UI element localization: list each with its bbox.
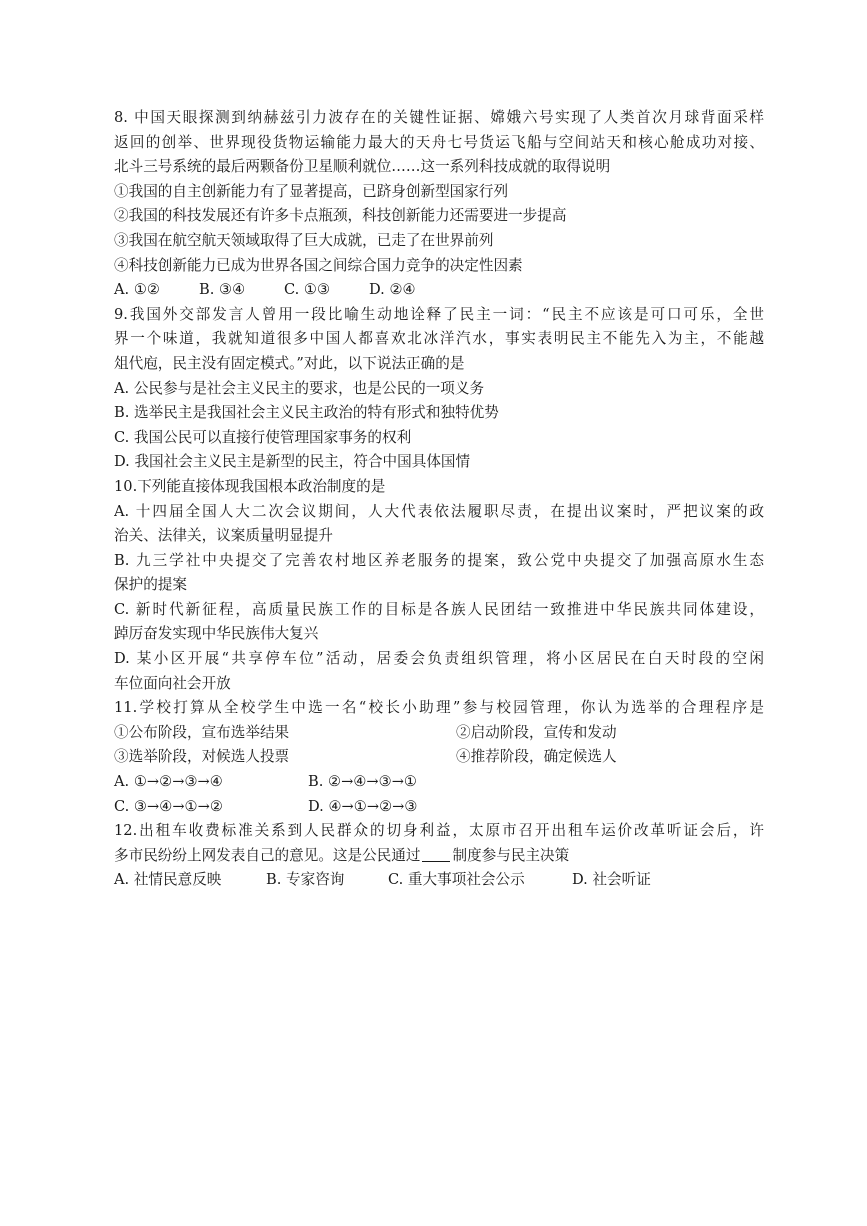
q11-item: ④推荐阶段，确定候选人 bbox=[456, 748, 617, 766]
q12-option-a: A. 社情民意反映 bbox=[114, 871, 222, 889]
q10-option-a-line2: 治关、法律关，议案质量明显提升 bbox=[114, 527, 333, 545]
question-11 bbox=[114, 696, 764, 819]
q8-option-b: B. ③④ bbox=[199, 281, 246, 299]
question-8 bbox=[114, 106, 764, 303]
question-content bbox=[114, 106, 764, 893]
q12-option-d: D. 社会听证 bbox=[572, 871, 651, 889]
q12-option-b: B. 专家咨询 bbox=[266, 871, 345, 889]
q8-item: ④科技创新能力已成为世界各国之间综合国力竞争的决定性因素 bbox=[114, 256, 523, 274]
q11-option-a: A. ①→②→③→④ bbox=[114, 773, 223, 791]
q8-stem-line: 8. 中国天眼探测到纳赫兹引力波存在的关键性证据、嫦娥六号实现了人类首次月球背面采样 bbox=[114, 109, 764, 126]
q11-options-row bbox=[114, 795, 764, 820]
q8-option-c: C. ①③ bbox=[284, 281, 331, 299]
q8-item: ①我国的自主创新能力有了显著提高，已跻身创新型国家行列 bbox=[114, 182, 509, 200]
q9-stem-line: 俎代庖，民主没有固定模式。”对此，以下说法正确的是 bbox=[114, 354, 465, 372]
q10-option-b-line1: B. 九三学社中央提交了完善农村地区养老服务的提案，致公党中央提交了加强高原水生态 bbox=[114, 551, 764, 569]
q9-option-a: A. 公民参与是社会主义民主的要求，也是公民的一项义务 bbox=[114, 379, 485, 397]
q10-stem: 10.下列能直接体现我国根本政治制度的是 bbox=[114, 477, 386, 495]
q8-stem-line: 北斗三号系统的最后两颗备份卫星顺利就位……这一系列科技成就的取得说明 bbox=[114, 158, 611, 176]
question-9 bbox=[114, 303, 764, 475]
q12-option-c: C. 重大事项社会公示 bbox=[388, 871, 525, 889]
q9-stem-line: 界一个味道，我就知道很多中国人都喜欢北冰洋汽水，事实表明民主不能先入为主，不能越 bbox=[114, 330, 764, 348]
q11-option-d: D. ④→①→②→③ bbox=[308, 797, 418, 815]
q11-stem: 11.学校打算从全校学生中选一名“校长小助理”参与校园管理，你认为选举的合理程序是 bbox=[114, 699, 764, 717]
question-10 bbox=[114, 475, 764, 696]
q12-stem-line: 12.出租车收费标准关系到人民群众的切身利益，太原市召开出租车运价改革听证会后，许 bbox=[114, 822, 764, 840]
q12-stem-before-blank: 多市民纷纷上网发表自己的意见。这是公民通过 bbox=[114, 846, 421, 864]
q11-item: ②启动阶段，宣传和发动 bbox=[456, 723, 617, 741]
q12-stem-after-blank: 制度参与民主决策 bbox=[452, 846, 570, 864]
q9-option-c: C. 我国公民可以直接行使管理国家事务的权利 bbox=[114, 428, 412, 446]
q8-item: ②我国的科技发展还有许多卡点瓶颈，科技创新能力还需要进一步提高 bbox=[114, 207, 567, 225]
q10-option-c-line2: 踔厉奋发实现中华民族伟大复兴 bbox=[114, 625, 319, 643]
q10-option-d-line2: 车位面向社会开放 bbox=[114, 674, 231, 692]
q9-option-d: D. 我国社会主义民主是新型的民主，符合中国具体国情 bbox=[114, 453, 471, 471]
q8-option-a: A. ①② bbox=[114, 281, 160, 299]
q11-option-c: C. ③→④→①→② bbox=[114, 797, 223, 815]
q9-stem-line: 9.我国外交部发言人曾用一段比喻生动地诠释了民主一词：“民主不应该是可口可乐，全世 bbox=[114, 305, 764, 323]
q11-options-row bbox=[114, 770, 764, 795]
question-12 bbox=[114, 819, 764, 893]
q8-item: ③我国在航空航天领域取得了巨大成就，已走了在世界前列 bbox=[114, 231, 494, 249]
q11-items-row bbox=[114, 745, 764, 770]
q9-option-b: B. 选举民主是我国社会主义民主政治的特有形式和独特优势 bbox=[114, 404, 499, 422]
q11-option-b: B. ②→④→③→① bbox=[308, 773, 418, 791]
q12-options bbox=[114, 868, 764, 893]
q11-items-row bbox=[114, 721, 764, 746]
q10-option-a-line1: A. 十四届全国人大二次会议期间，人大代表依法履职尽责，在提出议案时，严把议案的政 bbox=[114, 502, 764, 520]
q8-options bbox=[114, 278, 764, 303]
q10-option-d-line1: D. 某小区开展“共享停车位”活动，居委会负责组织管理，将小区居民在白天时段的空闲 bbox=[114, 650, 764, 668]
q12-stem-line bbox=[114, 844, 764, 869]
q11-item: ①公布阶段，宣布选举结果 bbox=[114, 723, 290, 741]
q8-option-d: D. ②④ bbox=[369, 281, 416, 299]
answer-blank bbox=[422, 845, 450, 862]
q11-item: ③选举阶段，对候选人投票 bbox=[114, 748, 290, 766]
q10-option-c-line1: C. 新时代新征程，高质量民族工作的目标是各族人民团结一致推进中华民族共同体建设， bbox=[114, 600, 764, 618]
q10-option-b-line2: 保护的提案 bbox=[114, 576, 187, 594]
q8-stem-line: 返回的创举、世界现役货物运输能力最大的天舟七号货运飞船与空间站天和核心舱成功对接、 bbox=[114, 133, 764, 151]
